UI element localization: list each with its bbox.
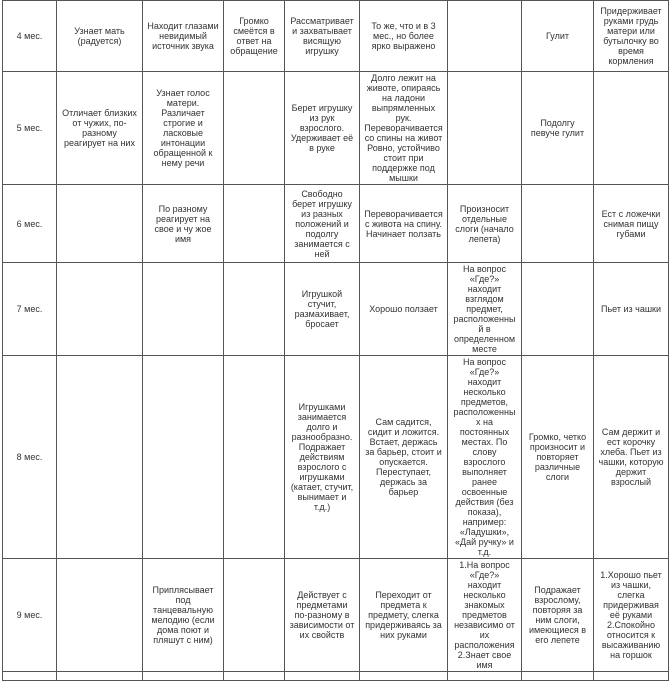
- table-cell: [285, 672, 360, 681]
- table-cell: [224, 356, 285, 559]
- table-cell: То же, что и в 3 мес., но более ярко выражено: [360, 1, 448, 72]
- table-cell: Подолгу певуче гулит: [522, 72, 594, 185]
- age-cell: 7 мес.: [3, 263, 57, 356]
- table-cell: Пьет из чашки: [594, 263, 669, 356]
- table-cell: Сам садится, сидит и ложится. Встает, держась за барьер, стоит и опускается. Переступает, держась за барьер: [360, 356, 448, 559]
- table-cell: [594, 672, 669, 681]
- table-cell: 1.Хорошо пьет из чашки, слегка придерживая её руками 2.Спокойно относится к высаживанию на горшок: [594, 559, 669, 672]
- table-cell: [594, 72, 669, 185]
- table-cell: Свободно берет игрушку из разных положений и подолгу занимается с ней: [285, 185, 360, 263]
- table-cell: [224, 559, 285, 672]
- table-cell: [448, 672, 522, 681]
- table-cell: Приплясывает под танцевальную мелодию (если дома поют и пляшут с ним): [143, 559, 224, 672]
- table-cell: [143, 263, 224, 356]
- table-cell: [448, 72, 522, 185]
- table-cell: На вопрос «Где?» находит несколько предметов, расположенных на постоянных местах. По слову взрослого выполняет ранее освоенные действия (без показа), например: «Ладушки», «Дай ручку» и т.д.: [448, 356, 522, 559]
- table-cell: Долго лежит на животе, опираясь на ладони выпрямленных рук. Переворачивается со спины на живот Ровно, устойчиво стоит при поддержке под мышки: [360, 72, 448, 185]
- age-cell: 6 мес.: [3, 185, 57, 263]
- table-cell: [224, 263, 285, 356]
- table-cell: Игрушками занимается долго и разнообразно. Подражает действиям взрослого с игрушками (катает, стучит, вынимает и т.д.): [285, 356, 360, 559]
- table-cell: Хорошо ползает: [360, 263, 448, 356]
- age-cell: 5 мес.: [3, 72, 57, 185]
- table-cell: [522, 185, 594, 263]
- table-cell: [522, 672, 594, 681]
- table-cell: Действует с предметами по-разному в зависимости от их свойств: [285, 559, 360, 672]
- table-cell: Произносит отдельные слоги (начало лепета): [448, 185, 522, 263]
- table-cell: Отличает близких от чужих, по-разному реагирует на них: [57, 72, 143, 185]
- table-cell: [57, 356, 143, 559]
- table-cell: Узнает голос матери. Различает строгие и ласковые интонации обращенной к нему речи: [143, 72, 224, 185]
- table-row: [3, 1, 669, 72]
- table-cell: Находит глазами невидимый источник звука: [143, 1, 224, 72]
- table-cell: [360, 672, 448, 681]
- table-cell: [57, 263, 143, 356]
- table-cell: [57, 185, 143, 263]
- table-cell: Игрушкой стучит, размахивает, бросает: [285, 263, 360, 356]
- table-cell: [224, 185, 285, 263]
- age-cell: 8 мес.: [3, 356, 57, 559]
- table-cell: Подражает взрослому, повторяя за ним слоги, имеющиеся в его лепете: [522, 559, 594, 672]
- table-cell: Узнает мать (радуется): [57, 1, 143, 72]
- age-cell: 4 мес.: [3, 1, 57, 72]
- table-cell: Переворачивается с живота на спину. Начинает ползать: [360, 185, 448, 263]
- table-cell: [57, 672, 143, 681]
- table-cell: [224, 72, 285, 185]
- age-cell: [3, 672, 57, 681]
- table-row: [3, 185, 669, 263]
- table-cell: Придерживает руками грудь матери или бутылочку во время кормления: [594, 1, 669, 72]
- table-cell: На вопрос «Где?» находит взглядом предмет, расположенный в определенном месте: [448, 263, 522, 356]
- table-cell: [143, 356, 224, 559]
- table-cell: Рассматривает и захватывает висящую игрушку: [285, 1, 360, 72]
- table-row: [3, 72, 669, 185]
- age-cell: 9 мес.: [3, 559, 57, 672]
- development-table: [2, 0, 669, 681]
- table-cell: [57, 559, 143, 672]
- table-cell: Ест с ложечки снимая пищу губами: [594, 185, 669, 263]
- table-cell: Переходит от предмета к предмету, слегка придерживаясь за них руками: [360, 559, 448, 672]
- table-row: [3, 356, 669, 559]
- table-cell: Берет игрушку из рук взрослого. Удерживает её в руке: [285, 72, 360, 185]
- table-row: [3, 672, 669, 681]
- table-cell: 1.На вопрос «Где?» находит несколько знакомых предметов независимо от их расположения 2.Знает свое имя: [448, 559, 522, 672]
- table-cell: [448, 1, 522, 72]
- table-row: [3, 263, 669, 356]
- table-cell: [224, 672, 285, 681]
- table-cell: Гулит: [522, 1, 594, 72]
- table-row: [3, 559, 669, 672]
- table-cell: Громко смеётся в ответ на обращение: [224, 1, 285, 72]
- table-cell: По разному реагирует на свое и чу жое имя: [143, 185, 224, 263]
- table-cell: Громко, четко произносит и повторяет различные слоги: [522, 356, 594, 559]
- table-cell: [143, 672, 224, 681]
- table-cell: Сам держит и ест корочку хлеба. Пьет из чашки, которую держит взрослый: [594, 356, 669, 559]
- table-cell: [522, 263, 594, 356]
